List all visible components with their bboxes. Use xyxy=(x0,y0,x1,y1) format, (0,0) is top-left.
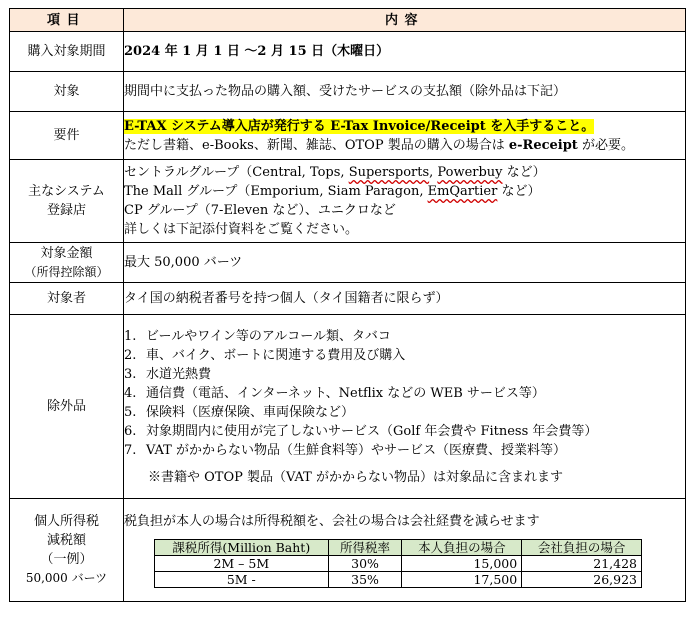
stores-central: セントラルグループ（Central, Tops, Supersports, Powerbuy など） xyxy=(124,165,546,180)
list-item: 3. 水道光熱費 xyxy=(124,366,212,382)
list-item: 6. 対象期間内に使用が完了しないサービス（Golf 年会費や Fitness 年会費等） xyxy=(124,423,598,439)
list-item: 4. 通信費（電話、インターネット、Netflix などの WEB サービス等） xyxy=(124,385,545,401)
requirement-label: 要件 xyxy=(10,112,124,160)
list-item: 1. ビールやワイン等のアルコール類、タバコ xyxy=(124,328,391,344)
row-amount xyxy=(10,243,686,283)
stores-value xyxy=(124,160,686,243)
list-item: 2. 車、バイク、ボートに関連する費用及び購入 xyxy=(124,347,406,363)
list-item: 7. VAT がかからない物品（生鮮食料等）やサービス（医療費、授業料等） xyxy=(124,442,566,458)
target-value: 期間中に支払った物品の購入額、受けたサービスの支払額（除外品は下記） xyxy=(124,72,686,112)
requirement-note: ただし書籍、e-Books、新聞、雑誌、OTOP 製品の購入の場合は e-Receipt が必要。 xyxy=(124,137,634,153)
amount-value: 最大 50,000 バーツ xyxy=(124,243,686,283)
row-eligible xyxy=(10,283,686,315)
tax-table-header: 課税所得(Million Baht) 所得税率 本人負担の場合 会社負担の場合 xyxy=(155,540,642,556)
row-tax-reduction xyxy=(10,499,686,602)
row-target xyxy=(10,72,686,112)
stores-label: 主なシステム 登録店 xyxy=(10,160,124,243)
tax-reduction-intro: 税負担が本人の場合は所得税額を、会社の場合は会社経費を減らせます xyxy=(124,514,540,529)
row-stores xyxy=(10,160,686,243)
exclusions-list xyxy=(124,327,685,460)
row-requirement xyxy=(10,112,686,160)
table-row: 2M – 5M 30% 15,000 21,428 xyxy=(155,556,642,572)
exclusions-value xyxy=(124,315,686,499)
eligible-value: タイ国の納税者番号を持つ個人（タイ国籍者に限らず） xyxy=(124,283,686,315)
tax-reduction-label: 個人所得税 減税額 （一例） 50,000 バーツ xyxy=(10,499,124,602)
exclusions-label: 除外品 xyxy=(10,315,124,499)
target-label: 対象 xyxy=(10,72,124,112)
header-content: 内容 xyxy=(124,9,686,32)
list-item: 5. 保険料（医療保険、車両保険など） xyxy=(124,404,355,420)
stores-cp: CP グループ（7-Eleven など）、ユニクロなど xyxy=(124,203,396,218)
exclusions-note: ※書籍や OTOP 製品（VAT がかからない物品）は対象品に含まれます xyxy=(148,469,563,485)
header-item: 項目 xyxy=(10,9,124,32)
benefit-summary-table xyxy=(9,8,686,602)
stores-the-mall: The Mall グループ（Emporium, Siam Paragon, EmQartier など） xyxy=(124,184,541,199)
tax-example-table xyxy=(154,539,642,588)
stores-see-attachment: 詳しくは下記添付資料をご覧ください。 xyxy=(124,222,359,237)
requirement-value xyxy=(124,112,686,160)
tax-reduction-value xyxy=(124,499,686,602)
amount-label: 対象金額 （所得控除額） xyxy=(10,243,124,283)
period-value: 2024 年 1 月 1 日 ～2 月 15 日（木曜日） xyxy=(124,32,686,72)
eligible-label: 対象者 xyxy=(10,283,124,315)
table-row: 5M - 35% 17,500 26,923 xyxy=(155,572,642,588)
row-period xyxy=(10,32,686,72)
row-exclusions xyxy=(10,315,686,499)
requirement-highlight: E-TAX システム導入店が発行する E-Tax Invoice/Receipt を入手すること。 xyxy=(124,118,595,134)
header-row xyxy=(10,9,686,32)
period-label: 購入対象期間 xyxy=(10,32,124,72)
